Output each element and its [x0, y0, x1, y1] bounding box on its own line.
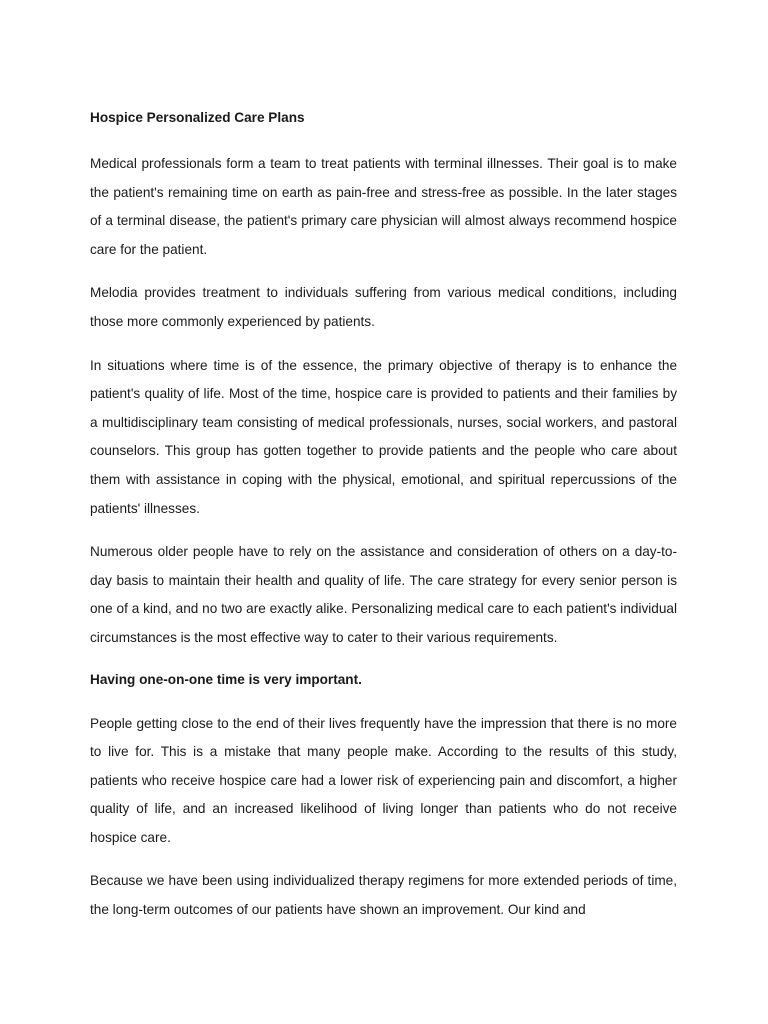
paragraph-team: Medical professionals form a team to treat patients with terminal illnesses. Their goal is to make the patient's remaining time on earth as pain-free and stress-free as possible. In the later stages of a terminal disease, the patient's primary care physician will almost always recommend hospice care for the patient. [90, 156, 677, 257]
document-title: Hospice Personalized Care Plans [90, 110, 305, 125]
document-page [90, 106, 677, 940]
paragraph-end-of-life: People getting close to the end of their lives frequently have the impression that there is no more to live for. This is a mistake that many people make. According to the results of this study, patients who receive hospice care had a lower risk of experiencing pain and discomfort, a higher quality of life, and an increased likelihood of living longer than patients who do not receive hospice care. [90, 715, 677, 845]
paragraph-older-people: Numerous older people have to rely on the assistance and consideration of others on a day-to-day basis to maintain their health and quality of life. The care strategy for every senior person is one of a kind, and no two are exactly alike. Personalizing medical care to each patient's individual circumstances is the most effective way to cater to their various requirements. [90, 544, 677, 645]
paragraph-melodia: Melodia provides treatment to individuals suffering from various medical conditions, including those more commonly experienced by patients. [90, 285, 677, 329]
paragraph-outcomes: Because we have been using individualized therapy regimens for more extended periods of time, the long-term outcomes of our patients have shown an improvement. Our kind and [90, 873, 677, 918]
section-subheading: Having one-on-one time is very important. [90, 671, 362, 687]
paragraph-therapy-objective: In situations where time is of the essence, the primary objective of therapy is to enhance the patient's quality of life. Most of the time, hospice care is provided to patients and their families by a multidisciplinary team consisting of medical professionals, nurses, social workers, and pastoral counselors. This group has gotten together to provide patients and the people who care about them with assistance in coping with the physical, emotional, and spiritual repercussions of the patients' illnesses. [90, 357, 677, 516]
